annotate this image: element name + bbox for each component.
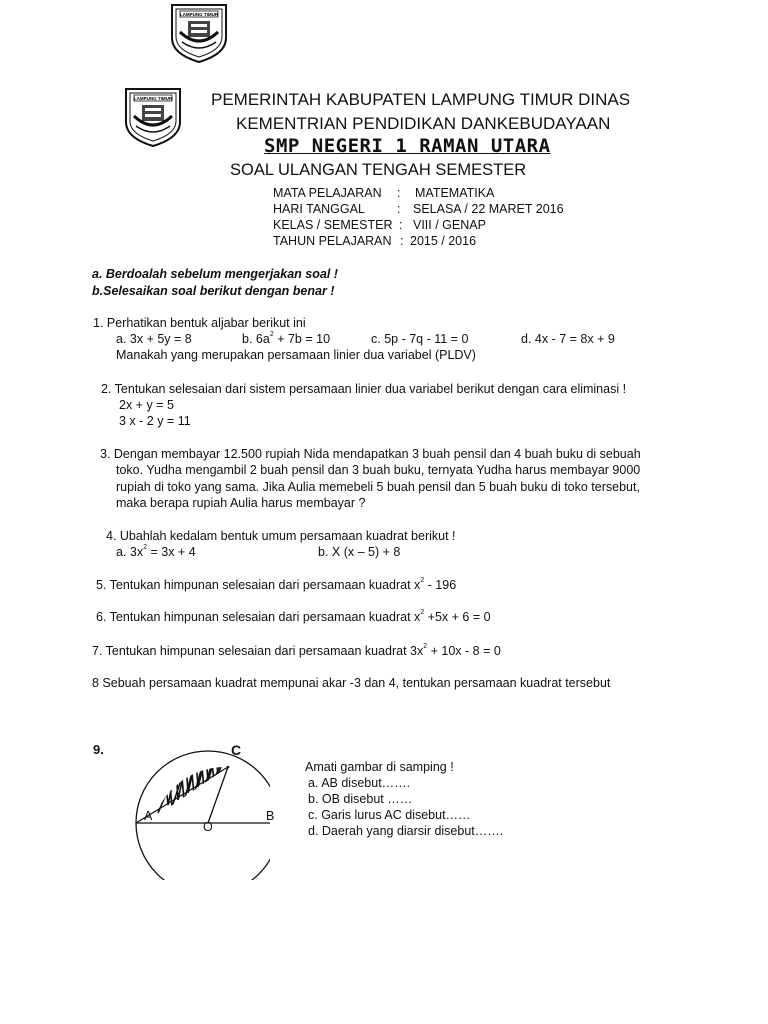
question-2-stem: 2. Tentukan selesaian dari sistem persamaan linier dua variabel berikut dengan cara eliminasi ! [101, 382, 627, 396]
info-label: TAHUN PELAJARAN [273, 234, 392, 248]
question-7: 7. Tentukan himpunan selesaian dari persamaan kuadrat $3x^2 + 10x - 8 = 0$ [92, 643, 501, 658]
info-value: 2015 / 2016 [410, 234, 477, 248]
point-o-label: O [203, 820, 213, 834]
instruction-a: a. Berdoalah sebelum mengerjakan soal ! [92, 267, 338, 281]
question-3-line: 3. Dengan membayar 12.500 rupiah Nida mendapatkan 3 buah pensil dan 4 buah buku di sebuah [100, 447, 641, 461]
info-separator: : [399, 218, 403, 232]
question-1-option-c: c. 5p - 7q - 11 = 0 [371, 332, 469, 346]
shaded-segment [155, 753, 228, 813]
question-3-line: maka berapa rupiah Aulia harus membayar ? [116, 496, 366, 510]
question-9-intro: Amati gambar di samping ! [305, 760, 454, 774]
question-4-stem: 4. Ubahlah kedalam bentuk umum persamaan kuadrat berikut ! [106, 529, 456, 543]
question-2-equation-1: 2x + y = 5 [119, 398, 174, 412]
exam-title: SOAL ULANGAN TENGAH SEMESTER [230, 161, 527, 179]
info-separator: : [397, 202, 401, 216]
svg-text:LAMPUNG TIMUR: LAMPUNG TIMUR [133, 96, 173, 101]
question-1-question: Manakah yang merupakan persamaan linier dua variabel (PLDV) [116, 348, 476, 362]
point-c-label: C [231, 742, 242, 758]
info-value: VIII / GENAP [413, 218, 486, 232]
question-9-item-b: b. OB disebut …… [308, 792, 413, 806]
header-line-1: PEMERINTAH KABUPATEN LAMPUNG TIMUR DINAS [211, 90, 631, 109]
info-label: MATA PELAJARAN [273, 186, 382, 200]
info-separator: : [400, 234, 404, 248]
info-value: SELASA / 22 MARET 2016 [413, 202, 564, 216]
point-b-label: B [266, 809, 275, 823]
circle-figure [120, 745, 270, 885]
question-9-number: 9. [93, 742, 104, 757]
radius-oc [208, 767, 228, 823]
question-9-item-a: a. AB disebut……. [308, 776, 411, 790]
svg-text:LAMPUNG TIMUR: LAMPUNG TIMUR [179, 12, 219, 17]
info-value: MATEMATIKA [415, 186, 495, 200]
point-a-label: A [144, 809, 153, 823]
question-2-equation-2: 3 x - 2 y = 11 [119, 414, 191, 428]
header-line-2: KEMENTRIAN PENDIDIKAN DANKEBUDAYAAN [236, 114, 611, 133]
info-label: HARI TANGGAL [273, 202, 365, 216]
question-1-stem: 1. Perhatikan bentuk aljabar berikut ini [93, 316, 306, 330]
question-4-option-a: a. $3x^2 = 3x + 4$ [116, 544, 196, 559]
question-1-option-b: b. $6a^2 + 7b = 10$ [242, 331, 331, 346]
info-label: KELAS / SEMESTER [273, 218, 393, 232]
question-9-item-c: c. Garis lurus AC disebut…… [308, 808, 471, 822]
question-8: 8 Sebuah persamaan kuadrat mempunai akar -3 dan 4, tentukan persamaan kuadrat tersebut [92, 676, 611, 690]
info-separator: : [397, 186, 401, 200]
question-1-option-d: d. 4x - 7 = 8x + 9 [521, 332, 615, 346]
question-6: 6. Tentukan himpunan selesaian dari persamaan kuadrat $x^2 +5x + 6 = 0$ [96, 609, 491, 624]
question-3-line: rupiah di toko yang sama. Jika Aulia memebeli 5 buah pensil dan 5 buah buku di toko tersebut, [116, 480, 640, 494]
question-9-item-d: d. Daerah yang diarsir disebut……. [308, 824, 504, 838]
arc-c-point [227, 766, 230, 769]
question-4-option-b: b. X (x – 5) + 8 [318, 545, 401, 559]
question-5: 5. Tentukan himpunan selesaian dari persamaan kuadrat $x^2 - 196$ [96, 577, 457, 592]
question-3-line: toko. Yudha mengambil 2 buah pensil dan 3 buah buku, ternyata Yudha harus membayar 9000 [116, 463, 641, 477]
regency-emblem-logo-side [122, 86, 184, 153]
instruction-b: b.Selesaikan soal berikut dengan benar ! [92, 284, 335, 298]
school-name: SMP NEGERI 1 RAMAN UTARA [264, 135, 551, 157]
regency-emblem-logo [168, 2, 230, 69]
question-1-option-a: a. 3x + 5y = 8 [116, 332, 192, 346]
